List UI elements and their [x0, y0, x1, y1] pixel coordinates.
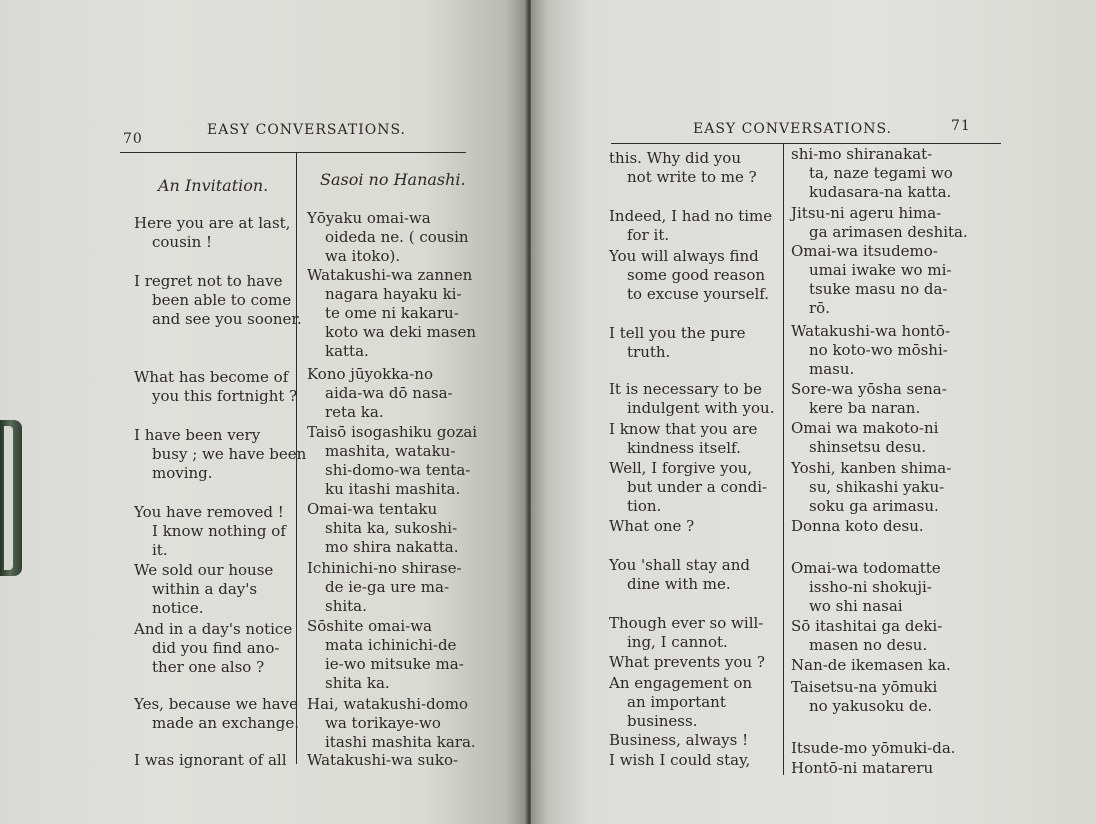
phrase-line: reta ka.	[325, 403, 384, 421]
phrase-entry	[134, 368, 298, 406]
phrase-line: Omai-wa tentaku	[307, 500, 438, 518]
right-page	[531, 0, 1096, 824]
phrase-line: ta, naze tegami wo	[809, 164, 953, 182]
phrase-line: We sold our house	[134, 561, 274, 579]
phrase-entry	[791, 145, 981, 202]
phrase-entry	[609, 517, 781, 536]
running-head: EASY CONVERSATIONS.	[207, 122, 406, 138]
phrase-line: no koto-wo mōshi-	[809, 341, 948, 359]
english-column	[609, 0, 781, 824]
phrase-line: ku itashi mashita.	[325, 480, 461, 498]
phrase-entry	[609, 324, 781, 362]
phrase-line: Yes, because we have	[134, 695, 298, 713]
phrase-entry	[609, 149, 781, 187]
phrase-line: moving.	[152, 464, 213, 482]
phrase-line: oideda ne. ( cousin	[325, 228, 469, 246]
phrase-line: kudasara-na katta.	[809, 183, 952, 201]
phrase-line: de ie-ga ure ma-	[325, 578, 450, 596]
phrase-line: Omai wa makoto-ni	[791, 419, 939, 437]
phrase-entry	[791, 380, 981, 418]
phrase-line: Jitsu-ni ageru hima-	[791, 204, 942, 222]
phrase-line: Donna koto desu.	[791, 517, 924, 535]
phrase-entry	[134, 214, 294, 252]
phrase-line: Sore-wa yōsha sena-	[791, 380, 947, 398]
english-title: An Invitation.	[158, 176, 269, 195]
phrase-line: Here you are at last,	[134, 214, 291, 232]
phrase-entry	[307, 266, 487, 361]
phrase-line: su, shikashi yaku-	[809, 478, 945, 496]
phrase-line: te ome ni kakaru-	[325, 304, 459, 322]
phrase-entry	[134, 426, 307, 483]
phrase-entry	[609, 556, 781, 594]
phrase-entry	[307, 559, 487, 616]
phrase-line: I know that you are	[609, 420, 758, 438]
phrase-entry	[609, 674, 781, 731]
phrase-line: ga arimasen deshita.	[809, 223, 968, 241]
phrase-line: I was ignorant of all	[134, 751, 287, 769]
phrase-line: I know nothing of	[152, 522, 286, 540]
phrase-line: You 'shall stay and	[609, 556, 750, 574]
phrase-entry	[307, 500, 487, 557]
bookmark-ribbon	[0, 420, 22, 576]
phrase-entry	[791, 204, 981, 242]
phrase-line: and see you sooner.	[152, 310, 302, 328]
phrase-entry	[609, 653, 781, 672]
phrase-line: some good reason	[627, 266, 766, 284]
phrase-line: been able to come	[152, 291, 292, 309]
phrase-entry	[307, 617, 487, 693]
phrase-entry	[609, 247, 781, 304]
phrase-line: I tell you the pure	[609, 324, 746, 342]
phrase-line: kindness itself.	[627, 439, 741, 457]
phrase-line: Watakushi-wa zannen	[307, 266, 473, 284]
phrase-entry	[609, 459, 781, 516]
phrase-line: made an exchange.	[152, 714, 300, 732]
phrase-entry	[134, 751, 294, 770]
phrase-line: What has become of	[134, 368, 289, 386]
phrase-line: katta.	[325, 342, 369, 360]
phrase-line: You have removed !	[134, 503, 284, 521]
phrase-line: nagara hayaku ki-	[325, 285, 462, 303]
phrase-line: no yakusoku de.	[809, 697, 933, 715]
phrase-line: truth.	[627, 343, 671, 361]
phrase-line: masen no desu.	[809, 636, 928, 654]
phrase-line: wa itoko).	[325, 247, 401, 265]
phrase-line: Taisetsu-na yōmuki	[791, 678, 938, 696]
phrase-line: Well, I forgive you,	[609, 459, 753, 477]
phrase-line: kere ba naran.	[809, 399, 921, 417]
phrase-entry	[791, 517, 981, 536]
phrase-entry	[791, 656, 981, 675]
phrase-line: And in a day's notice	[134, 620, 293, 638]
phrase-entry	[134, 695, 300, 733]
page-number: 70	[123, 131, 143, 147]
phrase-entry	[307, 423, 487, 499]
phrase-line: Watakushi-wa suko-	[307, 751, 459, 769]
phrase-line: busy ; we have been	[152, 445, 307, 463]
phrase-line: What prevents you ?	[609, 653, 765, 671]
phrase-line: issho-ni shokuji-	[809, 578, 932, 596]
phrase-line: indulgent with you.	[627, 399, 775, 417]
phrase-line: Yoshi, kanben shima-	[791, 459, 952, 477]
phrase-line: you this fortnight ?	[152, 387, 298, 405]
phrase-line: but under a condi-	[627, 478, 768, 496]
phrase-line: Hai, watakushi-domo	[307, 695, 468, 713]
phrase-entry	[134, 620, 294, 677]
phrase-line: for it.	[627, 226, 670, 244]
phrase-line: It is necessary to be	[609, 380, 762, 398]
phrase-entry	[791, 419, 981, 457]
phrase-entry	[791, 739, 981, 758]
phrase-entry	[791, 322, 981, 379]
phrase-line: umai iwake wo mi-	[809, 261, 952, 279]
phrase-line: Yōyaku omai-wa	[307, 209, 431, 227]
phrase-line: wa torikaye-wo	[325, 714, 441, 732]
phrase-entry	[609, 614, 781, 652]
phrase-entry	[791, 559, 981, 616]
phrase-line: What one ?	[609, 517, 695, 535]
running-head: EASY CONVERSATIONS.	[693, 121, 892, 137]
phrase-line: rō.	[809, 299, 830, 317]
phrase-line: Watakushi-wa hontō-	[791, 322, 951, 340]
phrase-line: Though ever so will-	[609, 614, 764, 632]
phrase-line: to excuse yourself.	[627, 285, 770, 303]
phrase-line: soku ga arimasu.	[809, 497, 939, 515]
phrase-line: Sō itashitai ga deki-	[791, 617, 943, 635]
phrase-line: Itsude-mo yōmuki-da.	[791, 739, 956, 757]
phrase-line: this. Why did you	[609, 149, 741, 167]
phrase-line: shi-mo shiranakat-	[791, 145, 933, 163]
phrase-line: dine with me.	[627, 575, 731, 593]
phrase-line: Omai-wa itsudemo-	[791, 242, 938, 260]
phrase-entry	[791, 678, 981, 716]
phrase-line: Indeed, I had no time	[609, 207, 773, 225]
phrase-entry	[134, 561, 294, 618]
phrase-entry	[307, 695, 487, 752]
phrase-line: tion.	[627, 497, 662, 515]
phrase-entry	[134, 503, 294, 560]
phrase-entry	[791, 617, 981, 655]
phrase-entry	[791, 242, 981, 318]
phrase-line: aida-wa dō nasa-	[325, 384, 453, 402]
phrase-line: Nan-de ikemasen ka.	[791, 656, 951, 674]
phrase-line: You will always find	[609, 247, 759, 265]
phrase-entry	[307, 365, 487, 422]
phrase-line: not write to me ?	[627, 168, 757, 186]
phrase-line: An engagement on	[609, 674, 753, 692]
phrase-line: Hontō-ni matareru	[791, 759, 934, 777]
phrase-entry	[609, 751, 781, 770]
phrase-line: masu.	[809, 360, 855, 378]
phrase-line: Ichinichi-no shirase-	[307, 559, 462, 577]
phrase-line: Sōshite omai-wa	[307, 617, 432, 635]
page-number: 71	[951, 118, 971, 134]
phrase-entry	[134, 272, 302, 329]
phrase-line: ther one also ?	[152, 658, 265, 676]
phrase-entry	[307, 209, 487, 266]
japanese-column	[791, 0, 981, 824]
japanese-column	[307, 0, 487, 824]
phrase-line: Taisō isogashiku gozai	[307, 423, 478, 441]
phrase-line: koto wa deki masen	[325, 323, 477, 341]
phrase-line: it.	[152, 541, 168, 559]
phrase-line: I wish I could stay,	[609, 751, 751, 769]
phrase-line: cousin !	[152, 233, 213, 251]
phrase-entry	[609, 731, 781, 750]
phrase-line: within a day's	[152, 580, 258, 598]
phrase-line: itashi mashita kara.	[325, 733, 476, 751]
phrase-line: shi-domo-wa tenta-	[325, 461, 471, 479]
phrase-line: did you find ano-	[152, 639, 280, 657]
column-divider	[783, 143, 784, 775]
phrase-line: mo shira nakatta.	[325, 538, 459, 556]
phrase-line: Business, always !	[609, 731, 749, 749]
phrase-line: shinsetsu desu.	[809, 438, 927, 456]
phrase-entry	[791, 759, 981, 778]
phrase-line: mashita, wataku-	[325, 442, 456, 460]
phrase-line: shita ka.	[325, 674, 390, 692]
phrase-line: shita.	[325, 597, 367, 615]
phrase-line: wo shi nasai	[809, 597, 903, 615]
phrase-entry	[609, 420, 781, 458]
phrase-line: Kono jūyokka-no	[307, 365, 433, 383]
phrase-entry	[791, 459, 981, 516]
phrase-line: mata ichinichi-de	[325, 636, 457, 654]
phrase-entry	[307, 751, 487, 770]
phrase-line: notice.	[152, 599, 204, 617]
phrase-line: ing, I cannot.	[627, 633, 728, 651]
phrase-line: tsuke masu no da-	[809, 280, 948, 298]
phrase-line: business.	[627, 712, 698, 730]
phrase-line: Omai-wa todomatte	[791, 559, 941, 577]
phrase-line: ie-wo mitsuke ma-	[325, 655, 464, 673]
phrase-line: I regret not to have	[134, 272, 283, 290]
left-page	[0, 0, 527, 824]
phrase-line: I have been very	[134, 426, 261, 444]
phrase-entry	[609, 207, 781, 245]
phrase-line: shita ka, sukoshi-	[325, 519, 458, 537]
phrase-line: an important	[627, 693, 726, 711]
japanese-title: Sasoi no Hanashi.	[320, 170, 466, 189]
phrase-entry	[609, 380, 781, 418]
